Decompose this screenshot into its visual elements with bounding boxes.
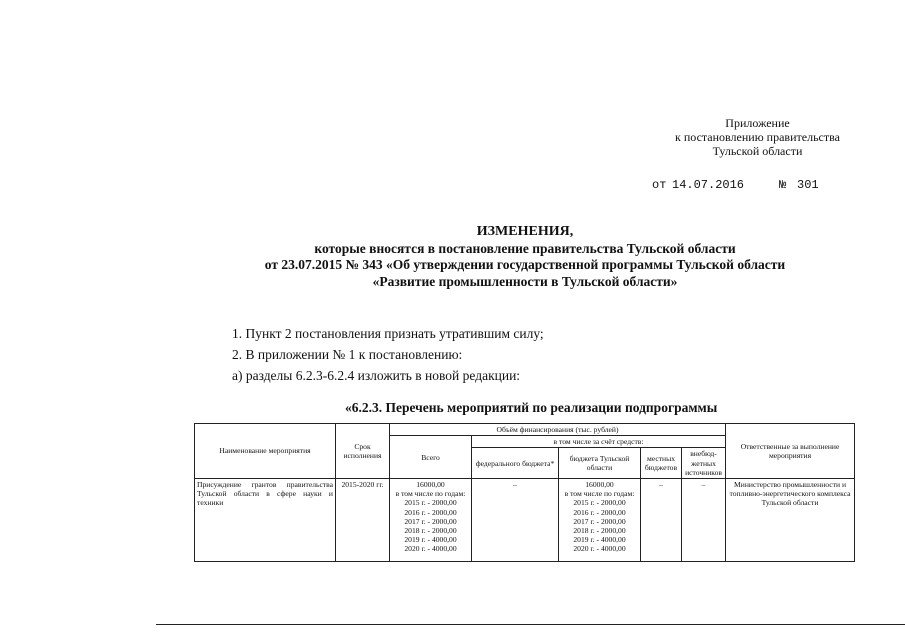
document-title	[240, 224, 810, 290]
header-term: Срок исполнения	[336, 424, 390, 479]
cell-name: Присуждение грантов правительства Тульской области в сфере науки и техники	[195, 479, 336, 562]
year-value: 2016 г. - 2000,00	[404, 507, 457, 517]
header-regional: бюджета Тульской области	[559, 448, 641, 479]
date-prefix: от	[652, 178, 667, 192]
appendix-line: к постановлению правительства	[675, 130, 840, 144]
total-value: 16000,00	[416, 480, 445, 490]
title-main: ИЗМЕНЕНИЯ,	[476, 224, 574, 239]
document-date: 14.07.2016	[672, 178, 745, 192]
header-responsible: Ответственные за выполнение мероприятия	[726, 424, 855, 479]
funding-table	[194, 423, 855, 562]
year-value: 2015 г. - 2000,00	[573, 498, 626, 508]
year-value: 2018 г. - 2000,00	[573, 526, 626, 536]
appendix-block	[650, 116, 865, 158]
year-value: 2017 г. - 2000,00	[573, 516, 626, 526]
title-line: от 23.07.2015 № 343 «Об утверждении государственной программы Тульской области	[264, 257, 786, 272]
regional-value: 16000,00	[585, 480, 614, 490]
document-number: 301	[797, 178, 819, 192]
title-line: которые вносятся в постановление правительства Тульской области	[314, 240, 736, 256]
number-prefix: №	[779, 178, 787, 192]
title-line: «Развитие промышленности в Тульской области»	[372, 273, 678, 289]
year-value: 2020 г. - 4000,00	[573, 544, 626, 554]
cell-total	[390, 479, 472, 562]
year-value: 2015 г. - 2000,00	[404, 498, 457, 508]
header-federal: федерального бюджета*	[472, 448, 559, 479]
paragraph: 1. Пункт 2 постановления признать утратившим силу;	[232, 326, 544, 341]
year-value: 2020 г. - 4000,00	[404, 544, 457, 554]
year-value: 2016 г. - 2000,00	[573, 507, 626, 517]
bottom-rule	[156, 624, 905, 625]
year-value: 2019 г. - 4000,00	[404, 535, 457, 545]
year-value: 2017 г. - 2000,00	[404, 516, 457, 526]
cell-local: –	[641, 479, 682, 562]
year-value: 2019 г. - 4000,00	[573, 535, 626, 545]
header-total: Всего	[390, 436, 472, 479]
paragraph: 2. В приложении № 1 к постановлению:	[232, 347, 463, 362]
table-row	[195, 479, 855, 562]
header-funding: Объём финансирования (тыс. рублей)	[390, 424, 726, 436]
cell-regional	[559, 479, 641, 562]
paragraph: а) разделы 6.2.3-6.2.4 изложить в новой редакции:	[232, 368, 521, 383]
header-including: в том числе за счёт средств:	[472, 436, 726, 448]
header-local: местных бюджетов	[641, 448, 682, 479]
header-extrabudget: внебюд-жетных источников	[682, 448, 726, 479]
total-note: в том числе по годам:	[395, 489, 466, 499]
cell-extrabudget: –	[682, 479, 726, 562]
regional-note: в том числе по годам:	[564, 489, 635, 499]
section-title: «6.2.3. Перечень мероприятий по реализации подпрограммы	[345, 400, 718, 415]
appendix-line: Тульской области	[712, 144, 803, 158]
cell-federal: –	[472, 479, 559, 562]
cell-term: 2015-2020 гг.	[336, 479, 390, 562]
cell-responsible: Министерство промышленности и топливно-энергетического комплекса Тульской области	[726, 479, 855, 562]
header-name: Наименование мероприятия	[195, 424, 336, 479]
year-value: 2018 г. - 2000,00	[404, 526, 457, 536]
appendix-line: Приложение	[725, 116, 790, 130]
